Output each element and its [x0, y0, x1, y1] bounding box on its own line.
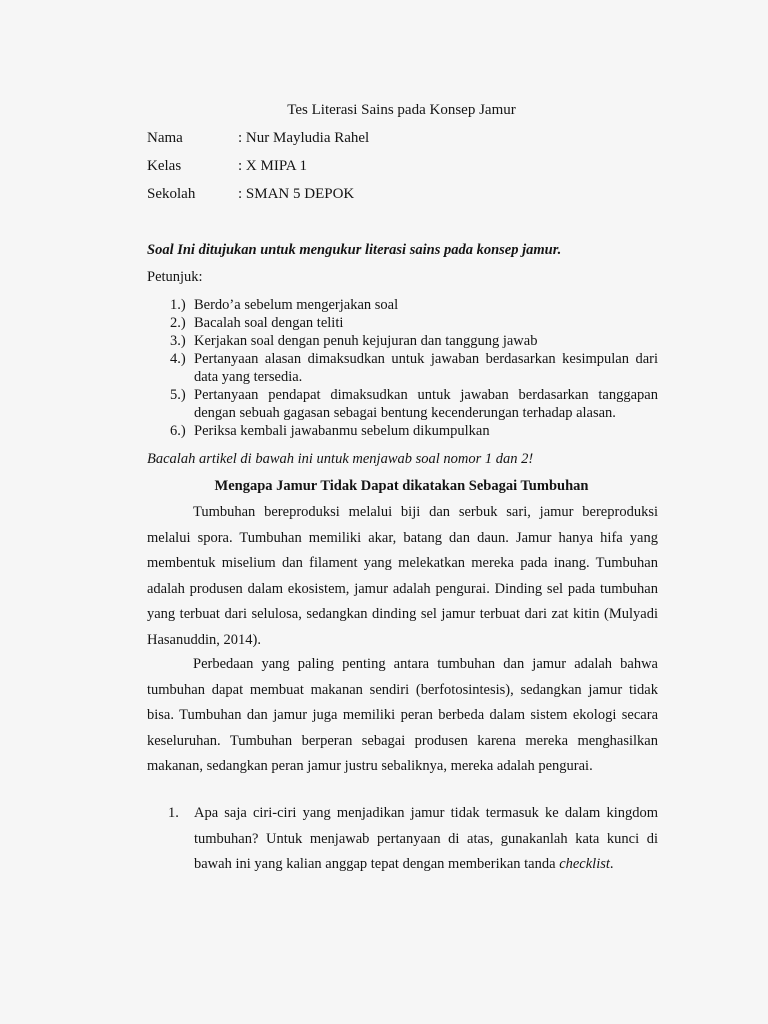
instruction-item [0, 422, 658, 440]
instruction-number: 6.) [170, 423, 186, 439]
instruction-number: 4.) [170, 351, 186, 367]
reading-note: Bacalah artikel di bawah ini untuk menjawab soal nomor 1 dan 2! [147, 451, 534, 467]
instruction-number: 2.) [170, 315, 186, 331]
name-label: Nama [147, 130, 183, 146]
instruction-text: Bacalah soal dengan teliti [194, 315, 344, 331]
document-title: Tes Literasi Sains pada Konsep Jamur [287, 102, 516, 118]
name-value: : Nur Mayludia Rahel [238, 130, 370, 146]
instruction-item [0, 386, 658, 422]
instruction-text: Kerjakan soal dengan penuh kejujuran dan tanggung jawab [194, 333, 538, 349]
instruction-text: Periksa kembali jawabanmu sebelum dikumpulkan [194, 423, 490, 439]
question-list [0, 801, 768, 878]
question-body: Apa saja ciri-ciri yang menjadikan jamur tidak termasuk ke dalam kingdom tumbuhan? Untuk menjawab pertanyaan di atas, gunakanlah kata kunci di bawah ini yang kalian anggap tepat dengan memberikan tanda [194, 805, 658, 872]
instructions-label: Petunjuk: [147, 269, 203, 285]
instruction-text: Pertanyaan pendapat dimaksudkan untuk jawaban berdasarkan tanggapan dengan sebuah gagasan sebagai bentung kecenderungan terhadap alasan. [194, 387, 658, 421]
school-label: Sekolah [147, 186, 196, 202]
article-paragraph: Perbedaan yang paling penting antara tumbuhan dan jamur adalah bahwa tumbuhan dapat membuat makanan sendiri (berfotosintesis), sedangkan jamur tidak bisa. Tumbuhan dan jamur juga memiliki peran berbeda dalam sistem ekologi secara keseluruhan. Tumbuhan berperan sebagai produsen karena mereka menghasilkan makanan, sedangkan peran jamur justru sebaliknya, mereka adalah pengurai. [147, 656, 658, 774]
instruction-text: Pertanyaan alasan dimaksudkan untuk jawaban berdasarkan kesimpulan dari data yang tersedia. [194, 351, 658, 385]
school-value: : SMAN 5 DEPOK [238, 186, 355, 202]
instruction-item [0, 314, 658, 332]
article-paragraph: Tumbuhan bereproduksi melalui biji dan serbuk sari, jamur bereproduksi melalui spora. Tumbuhan memiliki akar, batang dan daun. Jamur hanya hifa yang membentuk miselium dan filament yang melekatkan mereka pada inang. Tumbuhan adalah produsen dalam ekosistem, jamur adalah pengurai. Dinding sel pada tumbuhan yang terbuat dari selulosa, sedangkan dinding sel jamur terbuat dari zat kitin (Mulyadi Hasanuddin, 2014). [147, 504, 658, 648]
question-emphasis: checklist [559, 856, 610, 872]
class-label: Kelas [147, 158, 182, 174]
instruction-number: 1.) [170, 297, 186, 313]
class-value: : X MIPA 1 [238, 158, 308, 174]
instruction-text: Berdo’a sebelum mengerjakan soal [194, 297, 399, 313]
question-number: 1. [168, 805, 179, 821]
article-title: Mengapa Jamur Tidak Dapat dikatakan Sebagai Tumbuhan [214, 478, 589, 494]
instruction-item [0, 296, 658, 314]
instruction-item [0, 332, 658, 350]
instructions-list [0, 296, 768, 440]
instruction-item [0, 350, 658, 386]
question-end: . [609, 856, 614, 872]
instruction-number: 5.) [170, 387, 186, 403]
question-text [194, 801, 658, 878]
intro-statement: Soal Ini ditujukan untuk mengukur literasi sains pada konsep jamur. [147, 242, 562, 258]
instruction-number: 3.) [170, 333, 186, 349]
question-item [0, 801, 658, 878]
